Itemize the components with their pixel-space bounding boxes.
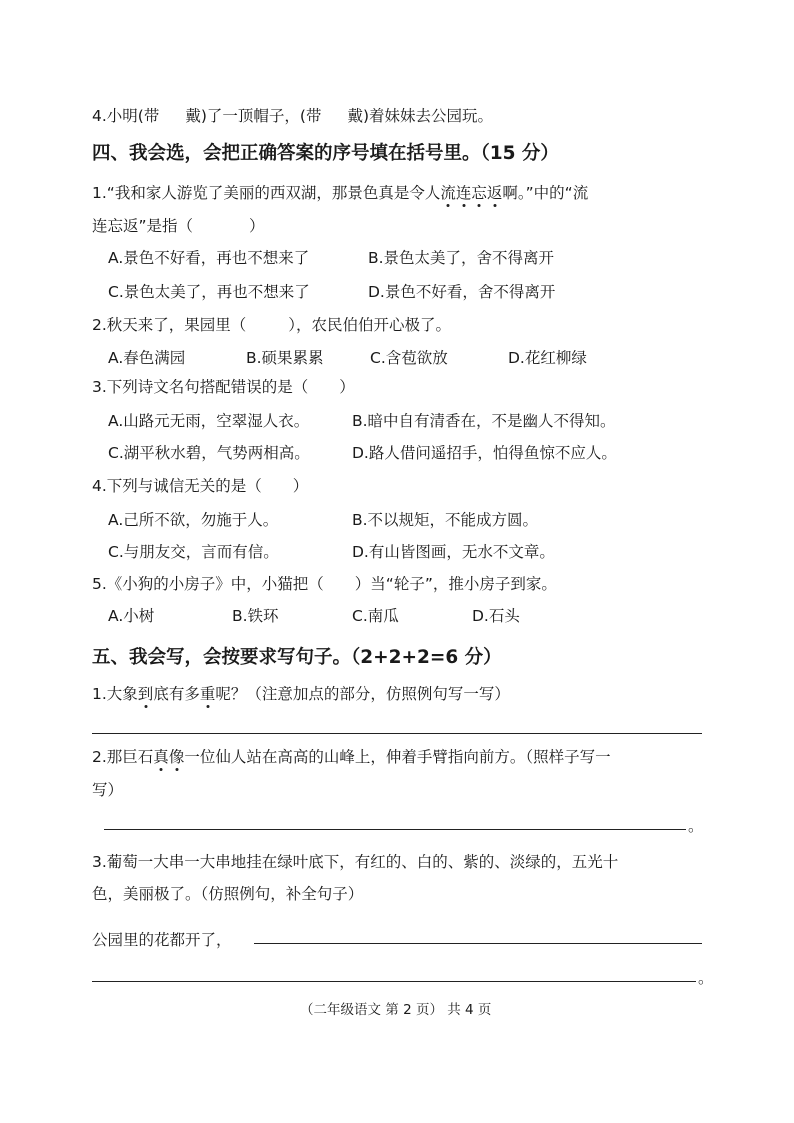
s5-q1-stem: 1.大象到底有多重呢？（注意加点的部分，仿照例句写一写） [92,685,510,703]
s4-q1-line2: 连忘返”是指（ ） [92,217,265,235]
s4-q4-option-b[interactable]: B.不以规矩，不能成方圆。 [352,511,539,529]
s4-q4-option-d[interactable]: D.有山皆图画，无水不文章。 [352,543,555,561]
s4-q5-option-b[interactable]: B.铁环 [232,607,279,625]
page-footer: （二年级语文 第 2 页） 共 4 页 [300,1002,492,1018]
s4-q1-option-a[interactable]: A.景色不好看，再也不想来了 [108,249,310,267]
s4-q2-option-b[interactable]: B.硕果累累 [246,349,324,367]
s4-q2-stem: 2.秋天来了，果园里（ ），农民伯伯开心极了。 [92,316,452,334]
s4-q4-stem: 4.下列与诚信无关的是（ ） [92,477,309,495]
section4-title: 四、我会选，会把正确答案的序号填在括号里。（15 分） [92,143,559,164]
s4-q3-option-d[interactable]: D.路人借问遥招手，怕得鱼惊不应人。 [352,444,617,462]
s5-q2-line2: 写） [92,781,124,799]
s5-q3-line2: 色，美丽极了。（仿照例句，补全句子） [92,885,364,903]
s4-q5-option-c[interactable]: C.南瓜 [352,607,399,625]
q-item-4: 4.小明(带 戴)了一顶帽子，(带 戴)着妹妹去公园玩。 [92,107,494,125]
s4-q1-line1: 1.“我和家人游览了美丽的西双湖，那景色真是令人流连忘返啊。”中的“流 [92,184,589,202]
s5-q1-answer-line[interactable] [92,733,702,734]
s4-q2-option-a[interactable]: A.春色满园 [108,349,186,367]
s5-q2-answer-line[interactable] [104,829,686,830]
s5-q2-line1: 2.那巨石真像一位仙人站在高高的山峰上，伸着手臂指向前方。（照样子写一 [92,748,611,766]
s4-q2-option-c[interactable]: C.含苞欲放 [370,349,448,367]
s5-q3-answer-line-1[interactable] [254,943,702,944]
s4-q5-option-d[interactable]: D.石头 [472,607,520,625]
s5-q3-end-mark: 。 [698,969,714,987]
s4-q1-option-d[interactable]: D.景色不好看，舍不得离开 [368,283,556,301]
s5-q3-line1: 3.葡萄一大串一大串地挂在绿叶底下，有红的、白的、紫的、淡绿的，五光十 [92,853,619,871]
s4-q5-stem: 5.《小狗的小房子》中，小猫把（ ）当“轮子”，推小房子到家。 [92,575,557,593]
s4-q3-option-b[interactable]: B.暗中自有清香在，不是幽人不得知。 [352,412,616,430]
s4-q4-option-a[interactable]: A.己所不欲，勿施于人。 [108,511,279,529]
s4-q2-option-d[interactable]: D.花红柳绿 [508,349,587,367]
section5-title: 五、我会写，会按要求写句子。（2+2+2=6 分） [92,647,502,668]
s4-q4-option-c[interactable]: C.与朋友交，言而有信。 [108,543,279,561]
s5-q3-answer-line-2[interactable] [92,981,696,982]
s4-q3-stem: 3.下列诗文名句搭配错误的是（ ） [92,378,355,396]
s5-q2-end-mark: 。 [688,817,704,835]
s4-q3-option-a[interactable]: A.山路元无雨，空翠湿人衣。 [108,412,310,430]
s4-q1-option-c[interactable]: C.景色太美了，再也不想来了 [108,283,310,301]
s4-q3-option-c[interactable]: C.湖平秋水碧，气势两相高。 [108,444,310,462]
s4-q5-option-a[interactable]: A.小树 [108,607,155,625]
s4-q1-option-b[interactable]: B.景色太美了，舍不得离开 [368,249,555,267]
s5-q3-line3: 公园里的花都开了， [92,931,232,949]
